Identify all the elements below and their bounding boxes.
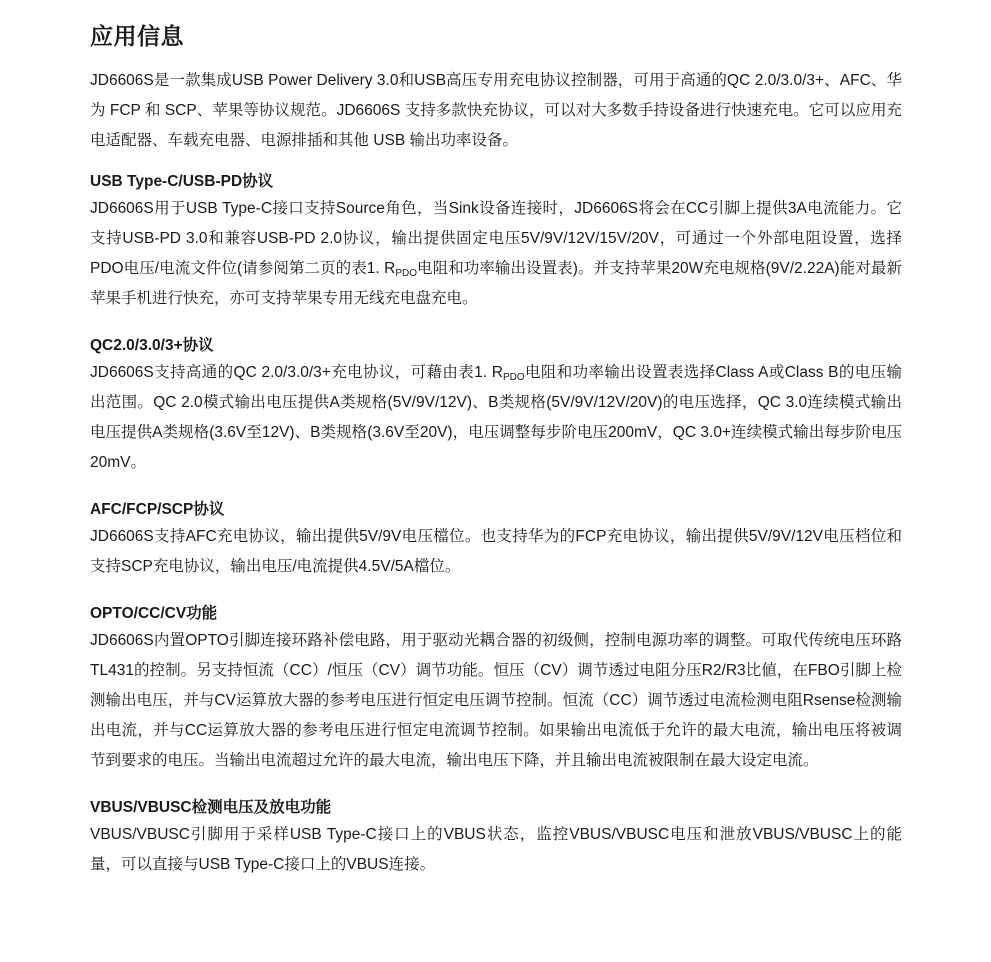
section-body bbox=[90, 194, 902, 314]
section-vbus bbox=[90, 796, 902, 880]
section-body: JD6606S支持AFC充电协议，输出提供5V/9V电压檔位。也支持华为的FCP充电协议，输出提供5V/9V/12V电压档位和支持SCP充电协议，输出电压/电流提供4.5V/5A檔位。 bbox=[90, 528, 902, 575]
section-afc-fcp-scp bbox=[90, 498, 902, 582]
section-body-text: 电阻和功率输出设置表选择Class A或Class B的电压输出范围。QC 2.0模式输出电压提供A类规格(5V/9V/12V)、B类规格(5V/9V/12V/20V)的电压选择，QC 3.0连续模式输出电压提供A类规格(3.6V至12V)、B类规格(3.6V至20V)，电压调整每步阶电压200mV，QC 3.0+连续模式输出每步阶电压20mV。 bbox=[90, 364, 902, 471]
section-heading: USB Type-C/USB-PD协议 bbox=[90, 173, 274, 190]
intro-paragraph: JD6606S是一款集成USB Power Delivery 3.0和USB高压专用充电协议控制器，可用于高通的QC 2.0/3.0/3+、AFC、华为 FCP 和 SCP、苹果等协议规范。JD6606S 支持多款快充协议，可以对大多数手持设备进行快速充电。它可以应用充电适配器、车载充电器、电源排插和其他 USB 输出功率设备。 bbox=[90, 72, 902, 149]
section-body bbox=[90, 358, 902, 478]
section-qc bbox=[90, 334, 902, 478]
section-opto-cc-cv bbox=[90, 602, 902, 776]
section-body-text: JD6606S支持高通的QC 2.0/3.0/3+充电协议，可藉由表1. R bbox=[90, 364, 503, 381]
page-title: 应用信息 bbox=[90, 23, 184, 49]
rpdo-subscript: PDO bbox=[395, 268, 417, 279]
section-body-text: 电阻和功率输出设置表)。并支持苹果20W充电规格(9V/2.22A)能对最新苹果手机进行快充，亦可支持苹果专用无线充电盘充电。 bbox=[90, 260, 902, 307]
document-page bbox=[90, 18, 902, 880]
section-body-text: JD6606S用于USB Type-C接口支持Source角色，当Sink设备连接时，JD6606S将会在CC引脚上提供3A电流能力。它支持USB-PD 3.0和兼容USB-PD 2.0协议，输出提供固定电压5V/9V/12V/15V/20V，可通过一个外部电阻设置，选择PDO电压/电流文件位(请参阅第二页的表1. R bbox=[90, 200, 902, 277]
rpdo-subscript: PDO bbox=[502, 372, 525, 383]
section-body: VBUS/VBUSC引脚用于采样USB Type-C接口上的VBUS状态，监控VBUS/VBUSC电压和泄放VBUS/VBUSC上的能量，可以直接与USB Type-C接口上的VBUS连接。 bbox=[90, 826, 902, 873]
section-usb-pd bbox=[90, 170, 902, 314]
section-body: JD6606S内置OPTO引脚连接环路补偿电路，用于驱动光耦合器的初级侧，控制电源功率的调整。可取代传统电压环路TL431的控制。另支持恒流（CC）/恒压（CV）调节功能。恒压（CV）调节透过电阻分压R2/R3比値，在FBO引脚上检测输出电压，并与CV运算放大器的参考电压进行恒定电压调节控制。恒流（CC）调节透过电流检测电阻Rsense检测输出电流，并与CC运算放大器的参考电压进行恒定电流调节控制。如果输出电流低于允许的最大电流，输出电压将被调节到要求的电压。当输出电流超过允许的最大电流，输出电压下降，并且输出电流被限制在最大设定电流。 bbox=[90, 632, 902, 769]
section-heading: OPTO/CC/CV功能 bbox=[90, 605, 218, 622]
section-heading: AFC/FCP/SCP协议 bbox=[90, 501, 225, 518]
section-heading: QC2.0/3.0/3+协议 bbox=[90, 337, 214, 354]
section-heading: VBUS/VBUSC检测电压及放电功能 bbox=[90, 799, 332, 816]
